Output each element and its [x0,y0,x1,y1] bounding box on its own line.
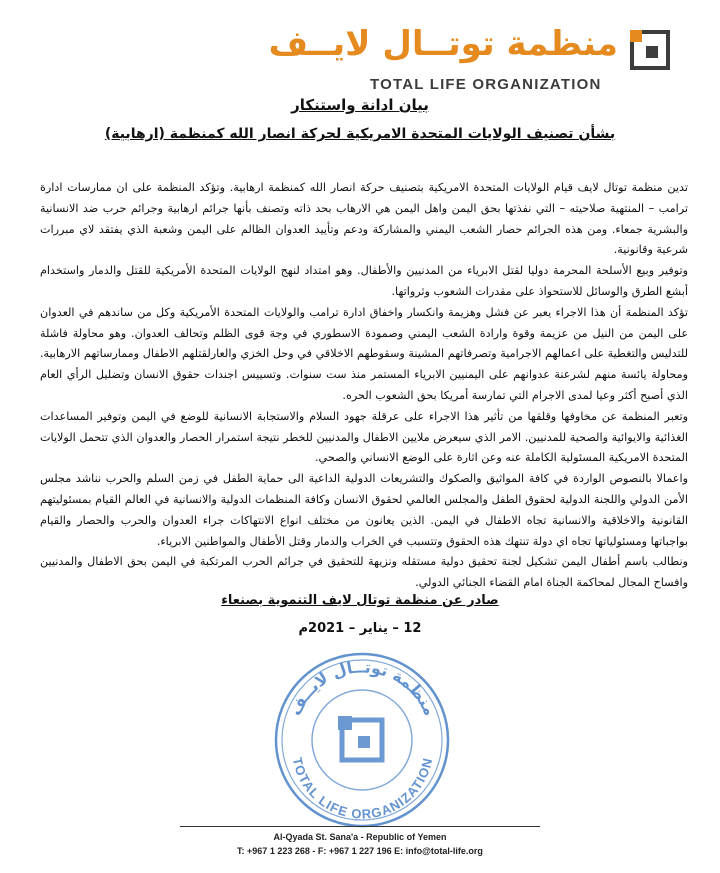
logo-english-name: TOTAL LIFE ORGANIZATION [370,76,602,93]
issue-date: 12 – يناير – 2021م [298,621,422,636]
footer-address: Al-Qyada St. Sana'a - Republic of Yemen [273,832,447,842]
body-paragraph: وتعبر المنظمة عن مخاوفها وقلقها من تأثير هذا الاجراء على عرقلة جهود السلام والاستجابة الانسانية للوضع في اليمن وتوفير المساعدات الغذائية والايوائية والصحية للمدنيين. الامر الذي سيعرض ملايين الاطفال والمدنيين للخطر نتيجة استمرار الحصار والعدوان الذي تتحمل الولايات المتحدة الامريكية المسئولية الكاملة عنه وعن اثارة على الوضع الانساني والصحي. [40,409,688,465]
body-paragraph: تؤكد المنظمة أن هذا الاجراء يعبر عن فشل وهزيمة وانكسار واخفاق ادارة ترامب والولايات المتحدة الأمريكية وكل من ساندهم في العدوان على اليمن من النيل من عزيمة وقوة وارادة الشعب اليمني وصمودة الاسطوري في وجة قوى الظلم وتحالف العدوان. وهو محاولة فاشلة للتدليس والتغطية على اعمالهم الاجرامية وتصرفاتهم المشينة وسقوطهم الاخلاقي في وحل الخزي والعارلقتلهم الاطفال وممارساتهم الارهابية. ومحاولة يائسة منهم لشرعنة عدوانهم على اليمنيين الابرياء المستمر منذ ست سنوات. وتسييس اجندات حقوق الانسان وتضليل الرأي العام الذي أصبح أكثر وعيا لمدى الاجرام التي تمارسة أمريكا بحق الشعوب الحره. [40,305,688,402]
footer-divider [180,826,540,827]
body-paragraph: وتوفير وبيع الأسلحة المحرمة دوليا لقتل الابرياء من المدنيين والأطفال. وهو امتداد لنهج الولايات المتحدة الأمريكية للقتل والدمار واستخدام أبشع الطرق والوسائل للاستحواذ على مقدرات الشعوب وثرواتها. [40,264,688,298]
statement-subtitle: بشأن تصنيف الولايات المتحدة الامريكية لحركة انصار الله كمنظمة (ارهابية) [104,126,616,142]
svg-text:TOTAL LIFE ORGANIZATION: TOTAL LIFE ORGANIZATION [289,755,436,822]
logo-square-icon [630,30,670,70]
logo-arabic-name: منظمة توتــال لايــف [268,24,618,64]
statement-title: بيان ادانة واستنكار [291,96,429,114]
body-paragraph: واعمالا بالنصوص الواردة في كافة المواثيق والصكوك والتشريعات الدولية الداعية الى حماية الطفل في زمن السلم والحرب نناشد مجلس الأمن الدولي واللجنة الدولية لحقوق الطفل والمجلس العالمي لحقوق الانسان وكافة المنظمات الدولية والانسانية في العالم القيام بمسئوليتهم القانونية والاخلاقية والانسانية تجاه الاطفال في اليمن. الذين يعانون من مختلف انواع الانتهاكات جراء العدوان والحرب والحصار والقيام بواجباتها ومسئولياتها تجاه اي دولة تنتهك هذه الحقوق وتتسبب في الخراب والدمار وقتل الأطفال والمواطنين الابرياء. [40,472,688,548]
footer-contacts: T: +967 1 223 268 - F: +967 1 227 196 E: info@total-life.org [237,846,483,856]
statement-body [40,178,688,594]
svg-text:منظمة توتــال لايــف: منظمة توتــال لايــف [285,657,440,719]
organization-logo [268,24,670,104]
body-paragraph: ونطالب باسم أطفال اليمن تشكيل لجنة تحقيق دولية مستقله ونزيهة للتحقيق في جرائم الحرب المرتكبة في اليمن بحق الاطفال والمدنيين وافساح المجال لمحاكمة الجناة امام القضاء الجنائي الدولي. [40,555,688,590]
body-paragraph: تدين منظمة توتال لايف قيام الولايات المتحدة الامريكية بتصنيف حركة انصار الله كمنظمة ارهابية. وتؤكد المنظمة على ان ممارسات ادارة ترامب – المنتهية صلاحيته – التي نفذتها بحق اليمن واهل اليمن هي الارهاب بحد ذاته وتصنف بأنها جرائم ارهابية وجرائم حرب ضد الانسانية والبشرية جمعاء. ومن هذه الجرائم حصار الشعب اليمني والمشاركة ودعم وتأييد العدوان الظالم على اليمن وشعبة الذي يفتقد لاي مبررات شرعية وقانونية. [40,181,688,257]
organization-seal-icon [270,648,455,833]
issuer-line: صادر عن منظمة توتال لايف التنموية بصنعاء [221,593,499,608]
